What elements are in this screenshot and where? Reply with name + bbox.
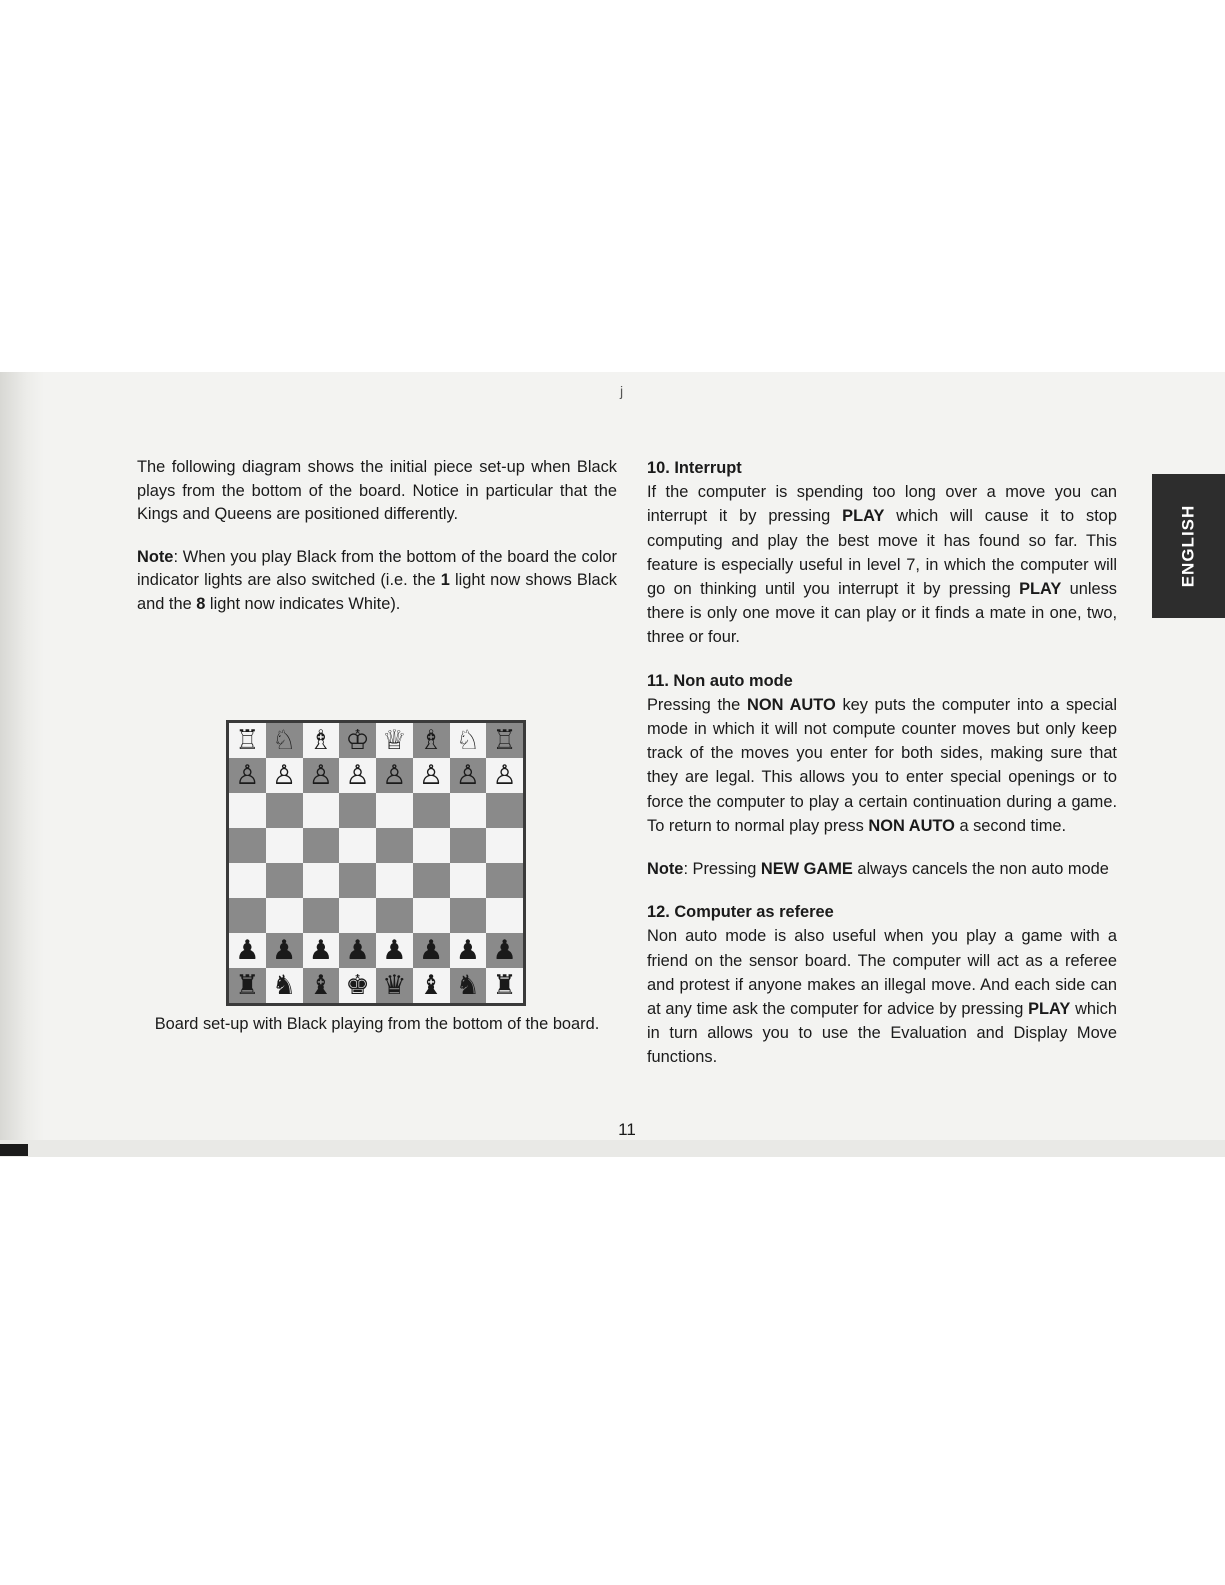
corner-mark xyxy=(0,1144,28,1156)
page-number: 11 xyxy=(618,1120,636,1139)
chess-piece-square: ♜ xyxy=(229,968,266,1003)
board-square xyxy=(450,863,487,898)
board-square xyxy=(229,828,266,863)
section-11-heading: 11. Non auto mode xyxy=(647,671,793,690)
board-square xyxy=(266,828,303,863)
chess-piece-square: ♞ xyxy=(450,968,487,1003)
chess-piece-square: ♙ xyxy=(486,758,523,793)
note-text-2: light now shows Black and the xyxy=(137,571,617,613)
note-2-label: Note xyxy=(647,860,684,879)
chess-piece-square: ♟ xyxy=(486,933,523,968)
chess-piece-square: ♙ xyxy=(339,758,376,793)
section-11-text-3: a second time. xyxy=(954,816,1067,835)
section-12-text-2: which in turn allows you to use the Evaluation and Display Move functions. xyxy=(647,1000,1117,1067)
section-11-text xyxy=(647,693,1117,838)
chess-piece-square: ♗ xyxy=(303,723,340,758)
chess-piece-square: ♘ xyxy=(450,723,487,758)
chess-piece-square: ♖ xyxy=(229,723,266,758)
chess-piece-square: ♗ xyxy=(413,723,450,758)
board-square xyxy=(303,828,340,863)
note-paragraph xyxy=(137,546,617,617)
board-square xyxy=(229,793,266,828)
chess-piece-square: ♙ xyxy=(303,758,340,793)
note-label: Note xyxy=(137,547,174,566)
board-square xyxy=(229,863,266,898)
play-key-label: PLAY xyxy=(1028,1000,1071,1019)
section-10-text-2: which will cause it to stop computing and play the best move it has found so far. This feature is especially useful in level 7, in which the computer will go on thinking until you interrupt it by pressing xyxy=(647,507,1117,599)
section-11-text-1: Pressing the xyxy=(647,695,748,714)
section-12-heading: 12. Computer as referee xyxy=(647,903,834,922)
board-square xyxy=(339,898,376,933)
chess-piece-square: ♟ xyxy=(303,933,340,968)
chess-piece-square: ♟ xyxy=(229,933,266,968)
chess-piece-square: ♙ xyxy=(266,758,303,793)
light-number-8: 8 xyxy=(196,594,206,613)
note-text-1: : When you play Black from the bottom of the board the color indicator lights are also switched (i.e. the xyxy=(137,547,617,590)
binding-shadow xyxy=(0,372,44,1157)
note-2-text-1: : Pressing xyxy=(683,860,761,879)
chess-piece-square: ♙ xyxy=(376,758,413,793)
board-square xyxy=(303,863,340,898)
board-square xyxy=(450,793,487,828)
board-square xyxy=(413,898,450,933)
chess-piece-square: ♟ xyxy=(450,933,487,968)
play-key-label: PLAY xyxy=(842,507,885,526)
section-10-text xyxy=(647,480,1117,649)
section-10-text-1: If the computer is spending too long over a move you can interrupt it by pressing xyxy=(647,483,1117,526)
left-column xyxy=(137,456,617,636)
chess-piece-square: ♟ xyxy=(376,933,413,968)
chess-piece-square: ♕ xyxy=(376,723,413,758)
section-10-heading: 10. Interrupt xyxy=(647,459,742,477)
section-11-text-2: key puts the computer into a special mode in which it will not compute counter moves but only keep track of the moves you enter for both sides, making sure that they are legal. This allows you to enter special openings or to force the computer to play a certain continuation during a game. To return to normal play press xyxy=(647,695,1117,835)
right-column xyxy=(647,456,1117,1089)
board-square xyxy=(413,828,450,863)
board-square xyxy=(229,898,266,933)
chess-piece-square: ♙ xyxy=(450,758,487,793)
board-square xyxy=(266,863,303,898)
play-key-label: PLAY xyxy=(1019,580,1062,599)
chess-piece-square: ♙ xyxy=(413,758,450,793)
board-square xyxy=(376,828,413,863)
chess-piece-square: ♝ xyxy=(413,968,450,1003)
section-12-text-1: Non auto mode is also useful when you play a game with a friend on the sensor board. The computer will act as a referee and protest if anyone makes an illegal move. And each side can at any time ask the computer for advice by pressing xyxy=(647,927,1117,1019)
language-tab xyxy=(1152,474,1225,618)
chess-piece-square: ♜ xyxy=(486,968,523,1003)
chess-piece-square: ♔ xyxy=(339,723,376,758)
board-square xyxy=(486,863,523,898)
non-auto-key-label: NON AUTO xyxy=(747,695,836,714)
chess-piece-square: ♟ xyxy=(339,933,376,968)
chess-piece-square: ♟ xyxy=(266,933,303,968)
board-square xyxy=(450,828,487,863)
chess-piece-square: ♖ xyxy=(486,723,523,758)
board-square xyxy=(376,898,413,933)
board-square xyxy=(486,898,523,933)
chess-board-diagram xyxy=(226,720,526,1006)
board-square xyxy=(339,793,376,828)
board-square xyxy=(266,793,303,828)
chess-piece-square: ♞ xyxy=(266,968,303,1003)
section-10-text-3: unless there is only one move it can play or it finds a mate in one, two, three or four. xyxy=(647,580,1117,647)
board-caption: Board set-up with Black playing from the bottom of the board. xyxy=(154,1015,600,1033)
board-square xyxy=(486,828,523,863)
board-square xyxy=(339,863,376,898)
board-square xyxy=(339,828,376,863)
chess-piece-square: ♛ xyxy=(376,968,413,1003)
board-square xyxy=(413,863,450,898)
note-2-paragraph xyxy=(647,857,1117,881)
note-text-3: light now indicates White). xyxy=(205,594,401,613)
board-square xyxy=(303,793,340,828)
chess-piece-square: ♟ xyxy=(413,933,450,968)
language-tab-label: ENGLISH xyxy=(1178,504,1198,588)
board-square xyxy=(376,863,413,898)
new-game-key-label: NEW GAME xyxy=(760,860,853,879)
non-auto-key-label: NON AUTO xyxy=(868,816,955,835)
section-12-text xyxy=(647,924,1117,1069)
board-square xyxy=(450,898,487,933)
chess-piece-square: ♘ xyxy=(266,723,303,758)
light-number-1: 1 xyxy=(440,571,450,590)
board-square xyxy=(303,898,340,933)
intro-paragraph: The following diagram shows the initial piece set-up when Black plays from the bottom of the board. Notice in particular that the Kings and Queens are positioned differently. xyxy=(137,458,617,524)
page-bottom-edge xyxy=(0,1140,1225,1157)
board-square xyxy=(376,793,413,828)
chess-piece-square: ♚ xyxy=(339,968,376,1003)
board-square xyxy=(266,898,303,933)
stray-mark: j xyxy=(620,383,624,399)
chess-piece-square: ♙ xyxy=(229,758,266,793)
chess-piece-square: ♝ xyxy=(303,968,340,1003)
board-square xyxy=(413,793,450,828)
board-square xyxy=(486,793,523,828)
note-2-text-2: always cancels the non auto mode xyxy=(852,860,1109,879)
